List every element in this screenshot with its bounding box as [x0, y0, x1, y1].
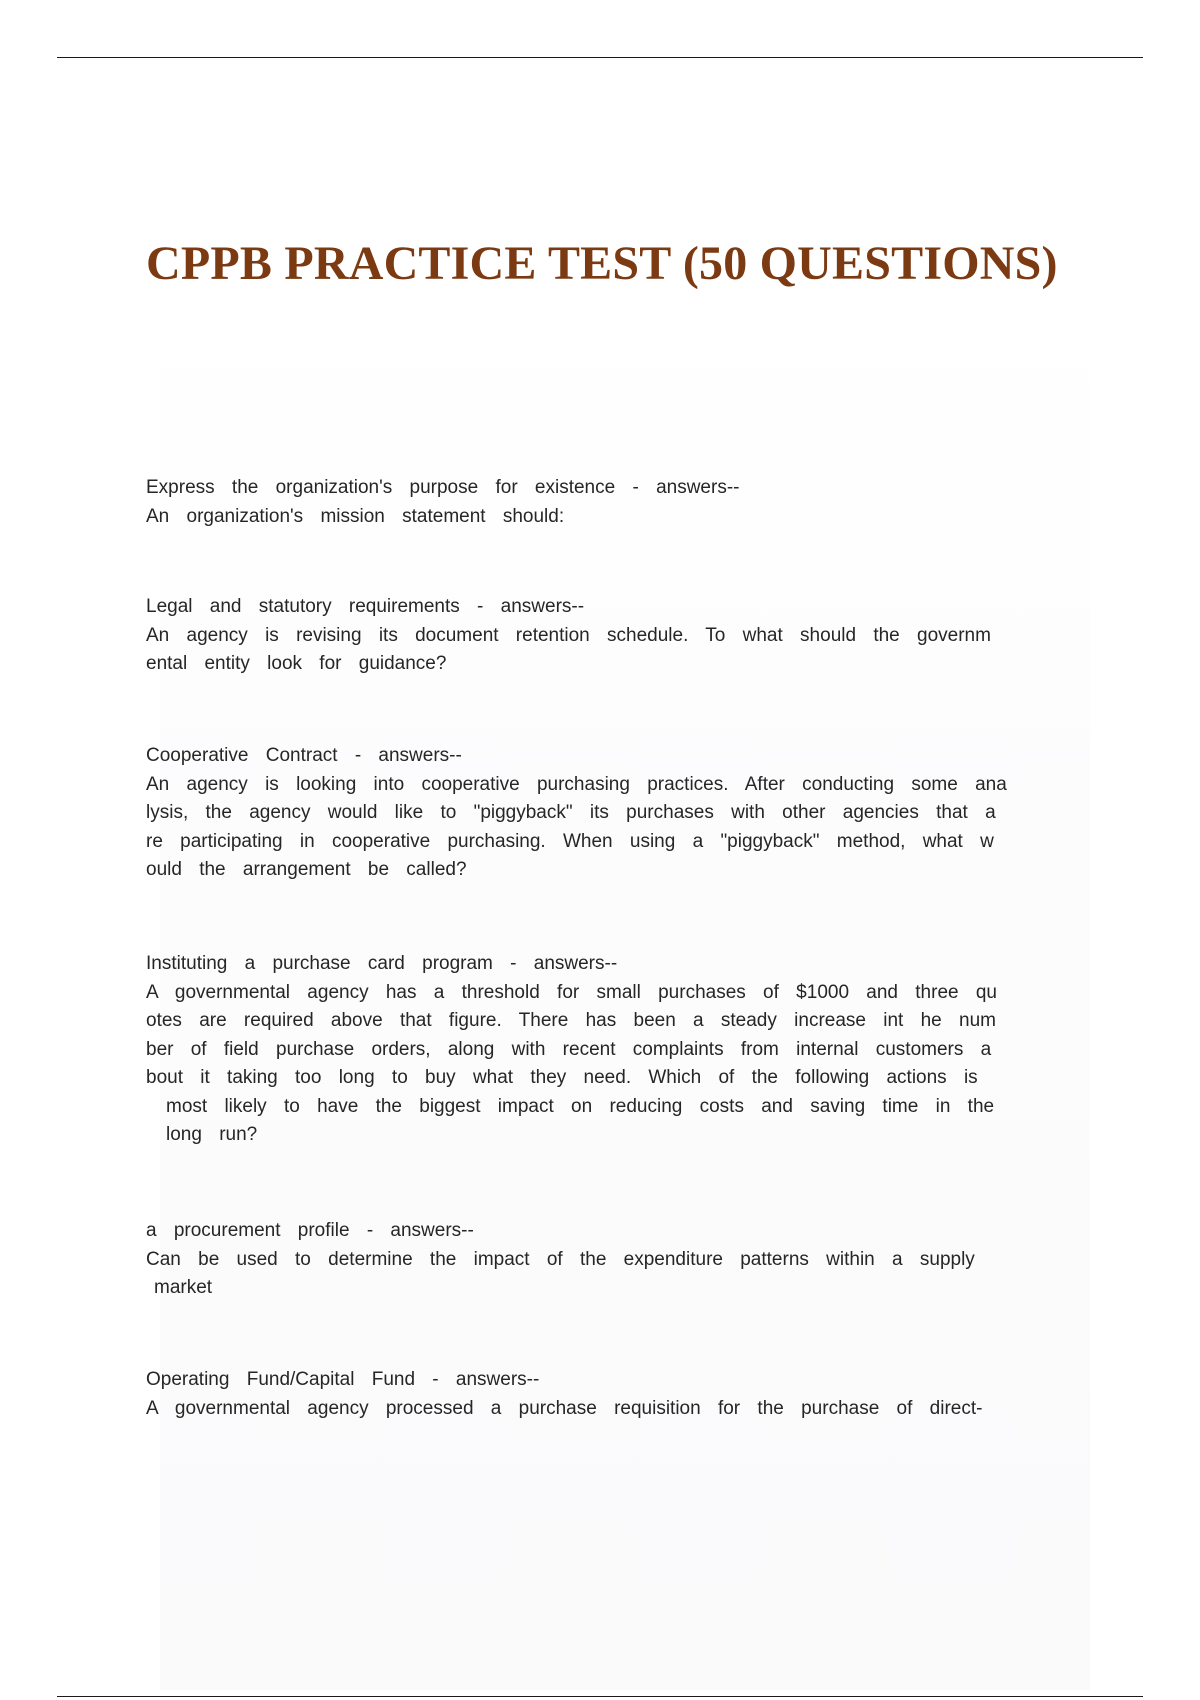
question-line: ber of field purchase orders, along with recent complaints from internal customers a — [146, 1038, 992, 1060]
question-line: re participating in cooperative purchasing. When using a "piggyback" method, what w — [146, 830, 994, 852]
footer-rule — [57, 1696, 1143, 1697]
answer-line: Instituting a purchase card program - answers-- — [146, 953, 618, 974]
question-line: Can be used to determine the impact of the expenditure patterns within a supply — [146, 1248, 975, 1270]
answer-line: Legal and statutory requirements - answers-- — [146, 596, 585, 617]
answer-line: Cooperative Contract - answers-- — [146, 745, 462, 766]
question-line: ould the arrangement be called? — [146, 859, 467, 880]
qa-item — [146, 593, 1086, 679]
question-line: An agency is looking into cooperative purchasing practices. After conducting some ana — [146, 773, 1007, 795]
question-line: An organization's mission statement should: — [146, 505, 565, 527]
qa-item — [146, 1366, 1086, 1423]
question-line: long run? — [166, 1124, 258, 1145]
question-line: bout it taking too long to buy what they need. Which of the following actions is — [146, 1067, 978, 1088]
answer-line: a procurement profile - answers-- — [146, 1220, 474, 1241]
question-line: lysis, the agency would like to "piggyback" its purchases with other agencies that a — [146, 802, 996, 823]
qa-item — [146, 742, 1086, 885]
answer-line: Operating Fund/Capital Fund - answers-- — [146, 1369, 540, 1390]
question-line: most likely to have the biggest impact on reducing costs and saving time in the — [166, 1095, 995, 1117]
question-line: A governmental agency processed a purchase requisition for the purchase of direct- — [146, 1397, 983, 1419]
answer-line: Express the organization's purpose for existence - answers-- — [146, 477, 740, 498]
question-line: otes are required above that figure. There has been a steady increase int he num — [146, 1010, 996, 1031]
question-line: An agency is revising its document retention schedule. To what should the governm — [146, 624, 991, 646]
question-line: ental entity look for guidance? — [146, 653, 447, 674]
qa-item — [146, 950, 1086, 1150]
header-rule — [57, 57, 1143, 58]
qa-item — [146, 474, 1086, 531]
question-line: market — [154, 1277, 213, 1298]
document-title: CPPB PRACTICE TEST (50 QUESTIONS) — [146, 237, 1058, 290]
question-line: A governmental agency has a threshold for small purchases of $1000 and three qu — [146, 981, 997, 1003]
qa-item — [146, 1217, 1086, 1303]
